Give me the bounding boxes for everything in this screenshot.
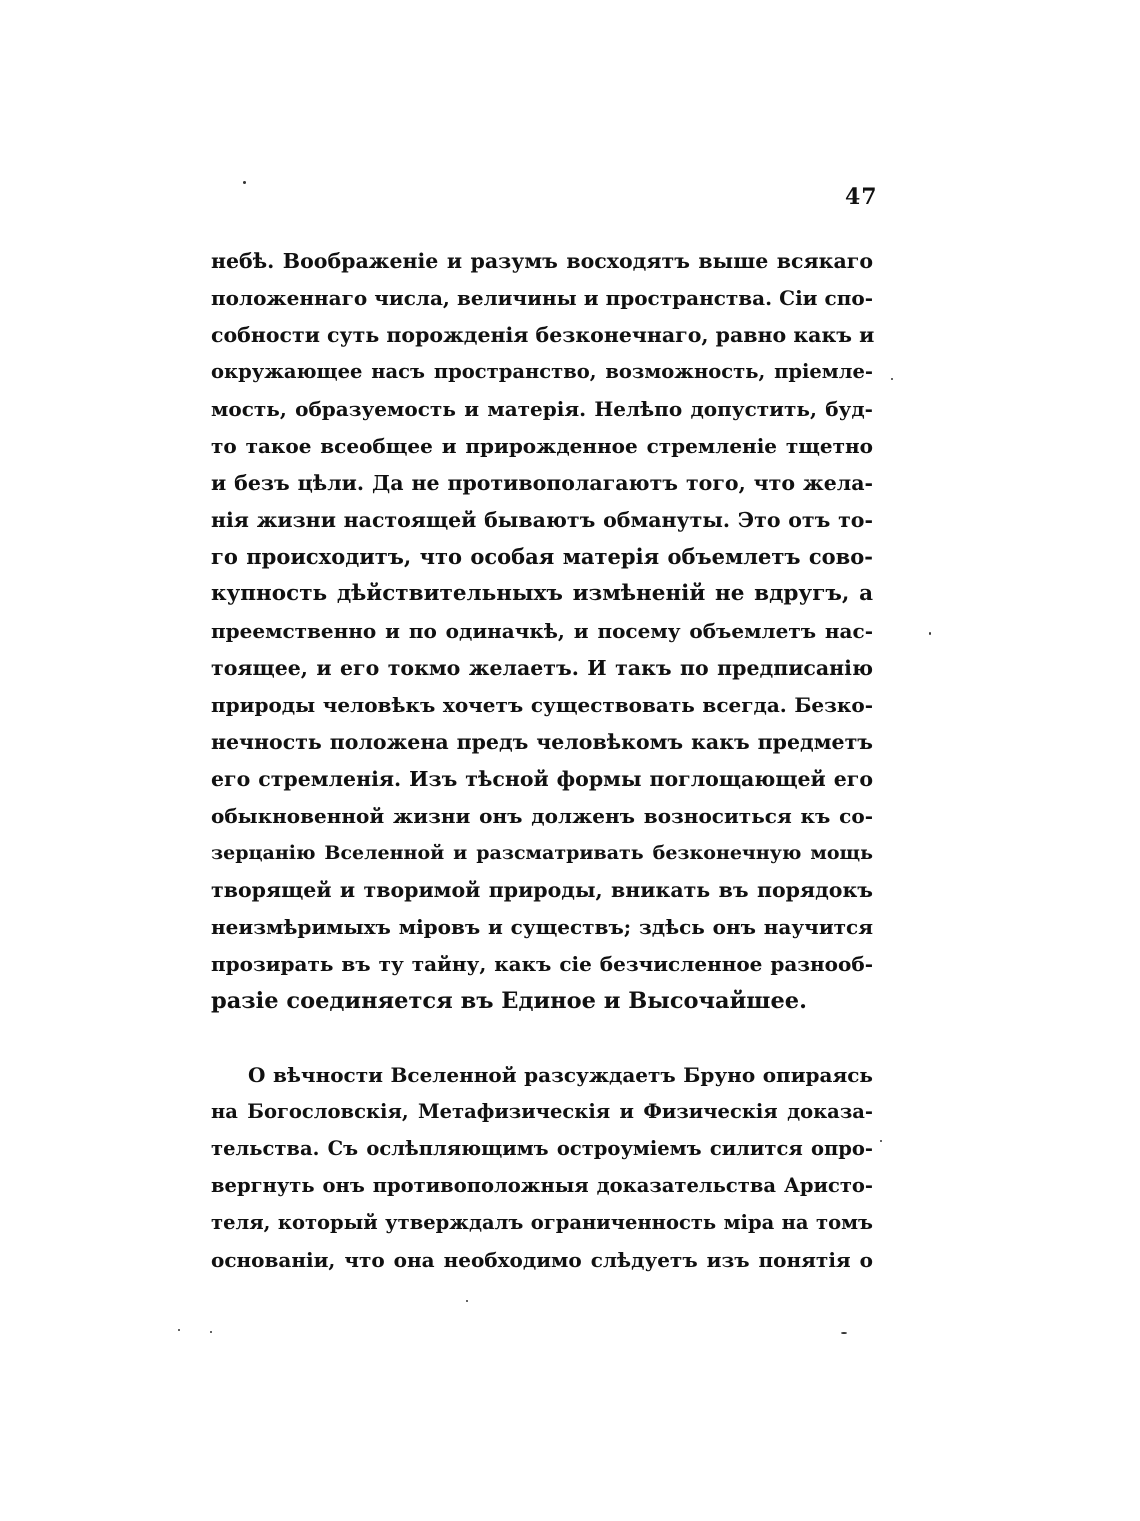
text-line: зерцанію Вселенной и разсматривать безконечную мощь <box>211 842 873 864</box>
text-line: основаніи, что она необходимо слѣдуетъ изъ понятія о <box>211 1248 873 1272</box>
scan-speck <box>466 1300 468 1302</box>
text-line: преемственно и по одиначкѣ, и посему объемлетъ нас- <box>211 619 873 643</box>
text-line: то такое всеобщее и прирожденное стремленіе тщетно <box>211 434 873 458</box>
text-line: мость, образуемость и матерія. Нелѣпо допустить, буд- <box>211 397 873 421</box>
scan-speck <box>243 181 246 184</box>
scan-speck <box>880 1140 882 1142</box>
text-line: вергнуть онъ противоположныя доказательства Аристо- <box>211 1174 873 1197</box>
text-line: творящей и творимой природы, вникать въ порядокъ <box>211 878 873 902</box>
text-line: тоящее, и его токмо желаетъ. И такъ по предписанію <box>211 656 873 680</box>
scan-speck <box>178 1329 180 1331</box>
text-line: нія жизни настоящей бываютъ обмануты. Это отъ то- <box>211 508 873 532</box>
text-line: прозирать въ ту тайну, какъ сіе безчисленное разнооб- <box>211 952 873 976</box>
text-line: на Богословскія, Метафизическія и Физическія доказа- <box>211 1100 873 1123</box>
text-line: окружающее насъ пространство, возможность, пріемле- <box>211 360 873 383</box>
text-line: обыкновенной жизни онъ долженъ возноситься къ со- <box>211 804 873 828</box>
scan-speck <box>841 1332 847 1334</box>
text-line: нечность положена предъ человѣкомъ какъ предметъ <box>211 730 873 754</box>
text-line: го происходитъ, что особая матерія объемлетъ сово- <box>211 544 873 569</box>
text-line: природы человѣкъ хочетъ существовать всегда. Безко- <box>211 693 873 717</box>
scan-speck <box>891 378 893 380</box>
text-line: его стремленія. Изъ тѣсной формы поглощающей его <box>211 767 873 791</box>
text-line: О вѣчности Вселенной разсуждаетъ Бруно опираясь <box>248 1063 873 1087</box>
text-line: положеннаго числа, величины и пространства. Сіи спо- <box>211 286 873 310</box>
text-line: купность дѣйствительныхъ измѣненій не вдругъ, а <box>211 581 873 606</box>
scan-speck <box>210 1331 212 1333</box>
text-line: и безъ цѣли. Да не противополагаютъ того, что жела- <box>211 471 873 495</box>
text-line: небѣ. Воображеніе и разумъ восходятъ выше всякаго <box>211 249 873 273</box>
text-line: теля, который утверждалъ ограниченность міра на томъ <box>211 1211 873 1234</box>
scan-speck <box>929 632 931 635</box>
text-line: тельства. Съ ослѣпляющимъ остроуміемъ силится опро- <box>211 1137 873 1160</box>
text-line: собности суть порожденія безконечнаго, равно какъ и <box>211 323 875 347</box>
text-line: разіе соединяется въ Единое и Высочайшее. <box>211 988 807 1014</box>
text-line: неизмѣримыхъ міровъ и существъ; здѣсь онъ научится <box>211 915 873 939</box>
page-number: 47 <box>845 184 878 210</box>
